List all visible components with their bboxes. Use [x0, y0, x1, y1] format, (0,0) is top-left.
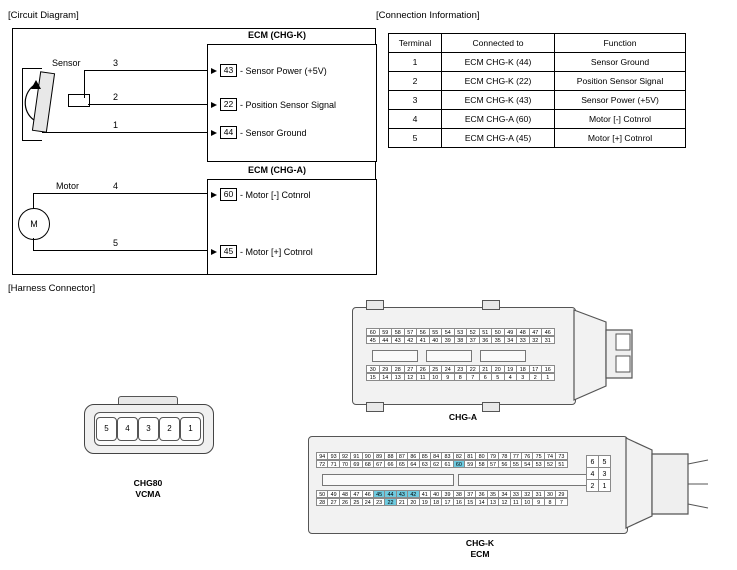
pin-79: 79: [487, 452, 499, 460]
pin-25: 25: [350, 498, 362, 506]
pin-59: 59: [379, 328, 393, 336]
pin-row: [366, 328, 555, 336]
pin-72: 72: [316, 460, 328, 468]
sensor-bracket-top: [22, 68, 42, 69]
pin-36: 36: [479, 336, 493, 344]
pin-51: 51: [479, 328, 493, 336]
pin-row: [586, 480, 611, 492]
arrow-icon: [211, 102, 217, 108]
vcma-cavity-4: 4: [117, 417, 138, 441]
pin-41: 41: [419, 490, 431, 498]
pin-42: 42: [407, 490, 419, 498]
pin-94: 94: [316, 452, 328, 460]
pin-14: 14: [379, 373, 393, 381]
pin-31: 31: [532, 490, 544, 498]
pin-41: 41: [416, 336, 430, 344]
pin-7: 7: [555, 498, 567, 506]
table-row: [389, 129, 686, 148]
pin-17: 17: [529, 365, 543, 373]
pin-52: 52: [544, 460, 556, 468]
pin-55: 55: [429, 328, 443, 336]
chg-k-pin-grid-bottom: [316, 490, 568, 506]
pin-92: 92: [339, 452, 351, 460]
sensor-pin-3-number: 3: [113, 58, 119, 68]
pin-9: 9: [532, 498, 544, 506]
pin-56: 56: [416, 328, 430, 336]
arrow-icon: [211, 130, 217, 136]
cell-terminal: 3: [389, 91, 442, 110]
pin-43: 43: [396, 490, 408, 498]
ecm-chg-k-label: ECM (CHG-K): [248, 30, 306, 40]
pin-34: 34: [498, 490, 510, 498]
pin-89: 89: [373, 452, 385, 460]
motor-pin-4-number: 4: [113, 181, 119, 191]
pin-54: 54: [441, 328, 455, 336]
pin-44: 44: [384, 490, 396, 498]
pin-93: 93: [327, 452, 339, 460]
motor-pin-5-wire: [33, 250, 207, 251]
sensor-pin-2-number: 2: [113, 92, 119, 102]
pin-3: 3: [516, 373, 530, 381]
motor-pin-4-drop: [33, 193, 34, 209]
pin-12: 12: [404, 373, 418, 381]
pin-46: 46: [362, 490, 374, 498]
pin-40: 40: [429, 336, 443, 344]
pin-2: 2: [529, 373, 543, 381]
sensor-pin-1-number: 1: [113, 120, 119, 130]
section-title-circuit-diagram: [Circuit Diagram]: [8, 10, 79, 21]
pin-15: 15: [366, 373, 380, 381]
pin-29: 29: [555, 490, 567, 498]
pin-38: 38: [454, 336, 468, 344]
pin-37: 37: [466, 336, 480, 344]
pin-21: 21: [479, 365, 493, 373]
chg-a-tab-top-right: [482, 300, 500, 310]
vcma-caption-line1: CHG80: [133, 478, 163, 488]
pin-60: 60: [366, 328, 380, 336]
pin-83: 83: [441, 452, 453, 460]
chg-a-tab-bottom-right: [482, 402, 500, 412]
sensor-pin-3-wire: [84, 70, 207, 71]
pin-31: 31: [541, 336, 555, 344]
side-pin-1: 1: [598, 479, 611, 492]
pin-50: 50: [491, 328, 505, 336]
pin-28: 28: [391, 365, 405, 373]
pin-7: 7: [466, 373, 480, 381]
pin-11: 11: [416, 373, 430, 381]
sensor-bracket-bottom: [22, 140, 42, 141]
pin-34: 34: [504, 336, 518, 344]
vcma-cavity-1: 1: [180, 417, 201, 441]
chg-k-text-43: - Sensor Power (+5V): [240, 65, 327, 76]
pin-32: 32: [529, 336, 543, 344]
pin-19: 19: [419, 498, 431, 506]
pin-61: 61: [441, 460, 453, 468]
pin-49: 49: [504, 328, 518, 336]
pin-37: 37: [464, 490, 476, 498]
pin-52: 52: [466, 328, 480, 336]
connection-information-table: [388, 33, 686, 148]
arrow-icon: [211, 192, 217, 198]
pin-50: 50: [316, 490, 328, 498]
pin-67: 67: [373, 460, 385, 468]
pin-44: 44: [379, 336, 393, 344]
pin-8: 8: [544, 498, 556, 506]
pin-76: 76: [521, 452, 533, 460]
pin-33: 33: [516, 336, 530, 344]
pin-27: 27: [327, 498, 339, 506]
cell-connected-to: ECM CHG-K (43): [442, 91, 555, 110]
pin-23: 23: [373, 498, 385, 506]
pin-47: 47: [350, 490, 362, 498]
chg-a-tab-bottom-left: [366, 402, 384, 412]
pin-row: [366, 365, 555, 373]
chg-a-text-60: - Motor [-] Cotnrol: [240, 189, 311, 200]
pin-85: 85: [419, 452, 431, 460]
pin-73: 73: [555, 452, 567, 460]
table-row: [389, 72, 686, 91]
pin-10: 10: [429, 373, 443, 381]
pin-51: 51: [555, 460, 567, 468]
chg-a-pin-45: 45: [220, 245, 237, 258]
pin-91: 91: [350, 452, 362, 460]
pin-6: 6: [479, 373, 493, 381]
pin-69: 69: [350, 460, 362, 468]
chg-a-caption: CHG-A: [448, 412, 478, 422]
pin-16: 16: [541, 365, 555, 373]
pin-90: 90: [362, 452, 374, 460]
pin-row: [316, 490, 568, 498]
side-pin-4: 4: [586, 467, 599, 480]
pin-20: 20: [407, 498, 419, 506]
pin-54: 54: [521, 460, 533, 468]
pin-39: 39: [441, 490, 453, 498]
pin-27: 27: [404, 365, 418, 373]
pin-28: 28: [316, 498, 328, 506]
pin-68: 68: [362, 460, 374, 468]
vcma-cavity-3: 3: [138, 417, 159, 441]
pin-29: 29: [379, 365, 393, 373]
pin-65: 65: [396, 460, 408, 468]
cell-function: Sensor Power (+5V): [555, 91, 686, 110]
pin-42: 42: [404, 336, 418, 344]
pin-24: 24: [441, 365, 455, 373]
col-header-terminal: Terminal: [389, 34, 442, 53]
chg-a-terminal-row-60: [211, 188, 311, 201]
pin-39: 39: [441, 336, 455, 344]
chg-a-pin-60: 60: [220, 188, 237, 201]
pin-11: 11: [510, 498, 522, 506]
motor-pin-5-number: 5: [113, 238, 119, 248]
pin-row: [316, 498, 568, 506]
pin-9: 9: [441, 373, 455, 381]
pin-55: 55: [510, 460, 522, 468]
pin-33: 33: [510, 490, 522, 498]
chg-a-text-45: - Motor [+] Cotnrol: [240, 246, 313, 257]
cell-connected-to: ECM CHG-A (60): [442, 110, 555, 129]
chg-k-pin-grid-top: [316, 452, 568, 468]
pin-74: 74: [544, 452, 556, 460]
pin-35: 35: [487, 490, 499, 498]
chg-a-key-slot-3: [480, 350, 526, 362]
pin-82: 82: [453, 452, 465, 460]
pin-8: 8: [454, 373, 468, 381]
chg-a-tab-top-left: [366, 300, 384, 310]
table-row: [389, 110, 686, 129]
pin-15: 15: [464, 498, 476, 506]
pin-49: 49: [327, 490, 339, 498]
cell-terminal: 4: [389, 110, 442, 129]
chg-k-pin-44: 44: [220, 126, 237, 139]
pin-12: 12: [498, 498, 510, 506]
pin-38: 38: [453, 490, 465, 498]
pin-80: 80: [475, 452, 487, 460]
side-pin-2: 2: [586, 479, 599, 492]
vcma-caption-line2: VCMA: [135, 489, 161, 499]
pin-78: 78: [498, 452, 510, 460]
chg-a-pin-grid-top: [366, 328, 555, 344]
pin-22: 22: [466, 365, 480, 373]
pin-87: 87: [396, 452, 408, 460]
cell-terminal: 2: [389, 72, 442, 91]
pin-5: 5: [491, 373, 505, 381]
pin-20: 20: [491, 365, 505, 373]
cell-function: Motor [+] Cotnrol: [555, 129, 686, 148]
chg-k-side-pin-grid: [586, 456, 611, 492]
pin-60: 60: [453, 460, 465, 468]
sensor-pin-3-drop: [84, 70, 85, 98]
vcma-cavity-5: 5: [96, 417, 117, 441]
pin-24: 24: [362, 498, 374, 506]
pin-75: 75: [532, 452, 544, 460]
chg-a-connector-boot: [572, 300, 646, 410]
table-header-row: [389, 34, 686, 53]
motor-pin-4-wire: [33, 193, 207, 194]
pin-53: 53: [532, 460, 544, 468]
cell-connected-to: ECM CHG-A (45): [442, 129, 555, 148]
pin-23: 23: [454, 365, 468, 373]
chg-k-terminal-row-43: [211, 64, 327, 77]
vcma-cavity-2: 2: [159, 417, 180, 441]
cell-terminal: 1: [389, 53, 442, 72]
sensor-resistor: [68, 94, 90, 107]
pin-row: [316, 460, 568, 468]
chg-a-key-slot-1: [372, 350, 418, 362]
chg-k-text-22: - Position Sensor Signal: [240, 99, 337, 110]
pin-row: [316, 452, 568, 460]
pin-63: 63: [419, 460, 431, 468]
pin-62: 62: [430, 460, 442, 468]
pin-row: [366, 373, 555, 381]
pin-32: 32: [521, 490, 533, 498]
pin-48: 48: [339, 490, 351, 498]
side-pin-3: 3: [598, 467, 611, 480]
pin-16: 16: [453, 498, 465, 506]
pin-43: 43: [391, 336, 405, 344]
side-pin-6: 6: [586, 455, 599, 468]
ecm-chg-a-label: ECM (CHG-A): [248, 165, 306, 175]
sensor-pin-2-wire: [88, 104, 207, 105]
pin-59: 59: [464, 460, 476, 468]
chg-a-pin-grid-bottom: [366, 365, 555, 381]
pin-58: 58: [391, 328, 405, 336]
table-row: [389, 53, 686, 72]
pin-row: [366, 336, 555, 344]
sensor-label: Sensor: [52, 58, 81, 68]
pin-45: 45: [366, 336, 380, 344]
pin-81: 81: [464, 452, 476, 460]
cell-function: Motor [-] Cotnrol: [555, 110, 686, 129]
pin-18: 18: [430, 498, 442, 506]
pin-1: 1: [541, 373, 555, 381]
chg-k-text-44: - Sensor Ground: [240, 127, 307, 138]
side-pin-5: 5: [598, 455, 611, 468]
pin-77: 77: [510, 452, 522, 460]
chg-k-key-slot-2: [458, 474, 590, 486]
cell-terminal: 5: [389, 129, 442, 148]
chg-k-caption-line1: CHG-K: [465, 538, 495, 548]
chg-k-pin-22: 22: [220, 98, 237, 111]
pin-14: 14: [475, 498, 487, 506]
pin-18: 18: [516, 365, 530, 373]
pin-17: 17: [441, 498, 453, 506]
pin-13: 13: [391, 373, 405, 381]
pin-35: 35: [491, 336, 505, 344]
pin-71: 71: [327, 460, 339, 468]
pin-70: 70: [339, 460, 351, 468]
motor-symbol: M: [18, 208, 50, 240]
pin-84: 84: [430, 452, 442, 460]
pin-86: 86: [407, 452, 419, 460]
pin-45: 45: [373, 490, 385, 498]
chg-k-terminal-row-22: [211, 98, 336, 111]
pin-57: 57: [487, 460, 499, 468]
section-title-connection-information: [Connection Information]: [376, 10, 480, 21]
chg-a-key-slot-2: [426, 350, 472, 362]
pin-21: 21: [396, 498, 408, 506]
cell-connected-to: ECM CHG-K (22): [442, 72, 555, 91]
pin-88: 88: [384, 452, 396, 460]
pin-53: 53: [454, 328, 468, 336]
pin-30: 30: [366, 365, 380, 373]
pin-4: 4: [504, 373, 518, 381]
pin-57: 57: [404, 328, 418, 336]
pin-40: 40: [430, 490, 442, 498]
pin-19: 19: [504, 365, 518, 373]
chg-k-pin-43: 43: [220, 64, 237, 77]
motor-pin-5-rise: [33, 238, 34, 251]
pin-64: 64: [407, 460, 419, 468]
pin-13: 13: [487, 498, 499, 506]
pin-56: 56: [498, 460, 510, 468]
chg-k-terminal-row-44: [211, 126, 307, 139]
cell-function: Sensor Ground: [555, 53, 686, 72]
pin-10: 10: [521, 498, 533, 506]
pin-25: 25: [429, 365, 443, 373]
arrow-icon: [211, 249, 217, 255]
pin-22: 22: [384, 498, 396, 506]
motor-label: Motor: [56, 181, 80, 191]
chg-k-caption-line2: ECM: [470, 549, 490, 559]
sensor-pin-1-wire: [42, 132, 207, 133]
pin-26: 26: [339, 498, 351, 506]
pin-48: 48: [516, 328, 530, 336]
chg-k-connector-boot: [624, 430, 714, 540]
pin-47: 47: [529, 328, 543, 336]
pin-58: 58: [475, 460, 487, 468]
cell-connected-to: ECM CHG-K (44): [442, 53, 555, 72]
section-title-harness-connector: [Harness Connector]: [8, 283, 96, 294]
table-row: [389, 91, 686, 110]
pin-66: 66: [384, 460, 396, 468]
chg-k-key-slot-1: [322, 474, 454, 486]
chg-a-terminal-row-45: [211, 245, 313, 258]
arrow-icon: [211, 68, 217, 74]
col-header-connected-to: Connected to: [442, 34, 555, 53]
pin-36: 36: [475, 490, 487, 498]
pin-30: 30: [544, 490, 556, 498]
cell-function: Position Sensor Signal: [555, 72, 686, 91]
col-header-function: Function: [555, 34, 686, 53]
pin-46: 46: [541, 328, 555, 336]
pin-26: 26: [416, 365, 430, 373]
sensor-rotation-arrow: [16, 78, 42, 126]
